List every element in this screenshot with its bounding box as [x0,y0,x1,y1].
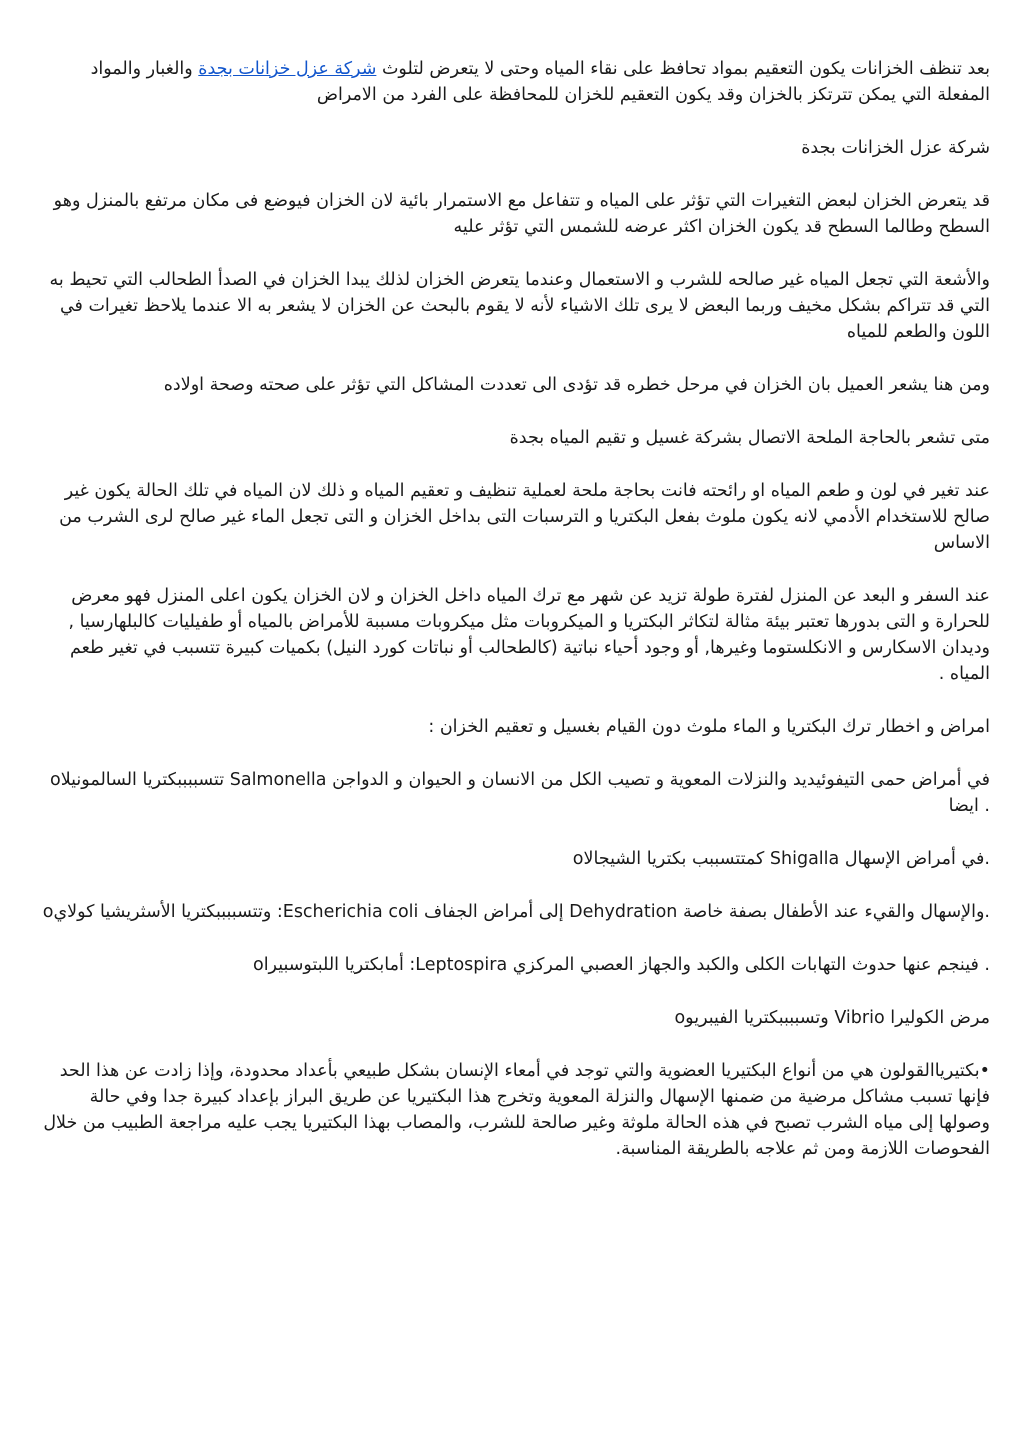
paragraph-intro [34,56,990,108]
list-item-ecoli: oوتتسببببكتريا الأسثريشيا كولاي :Escherichia coli إلى أمراض الجفاف Dehydration والإسهال والقيء عند الأطفال بصفة خاصة. [42,902,990,922]
paragraph-danger: ومن هنا يشعر العميل بان الخزان في مرحل خطره قد تؤدى الى تعددت المشاكل التي تؤثر على صحته وصحة اولاده [163,375,990,395]
paragraph-when-to-call: متى تشعر بالحاجة الملحة الاتصال بشركة غسيل و تقيم المياه بجدة [509,428,990,448]
list-item-colon-bacteria: •بكتيرياالقولون هي من أنواع البكتيريا العضوية والتي توجد في أمعاء الإنسان بشكل طبيعي بأعداد محدودة، وإذا زادت عن هذا الحد فإنها تسبب مشاكل مرضية من ضمنها الإسهال والنزلة المعوية وتخرج هذا البكتيريا عن طريق البراز بإعداد كبيرة جدا وفي حالة وصولها إلى مياه الشرب تصبح في هذه الحالة ملوثة وغير صالحة للشرب، والمصاب بهذا البكتيريا يجب عليه مراجعة الطبيب من خلال الفحوصات اللازمة ومن ثم علاجه بالطريقة المناسبة. [43,1061,990,1159]
company-link[interactable]: شركة عزل خزانات بجدة [198,59,377,79]
paragraph-travel: عند السفر و البعد عن المنزل لفترة طولة تزيد عن شهر مع ترك المياه داخل الخزان و لان الخزان يكون اعلى المنزل فهو معرض للحرارة و التى بدورها تعتبر بيئة مثالة لتكاثر البكتريا و الميكروبات مثل ميكروبات مسببة للأمراض بالمياه أو طفيليات كالبلهارسيا , وديدان الاسكارس و الانكلستوما وغيرها, أو وجود أحياء نباتية (كالطحالب أو نباتات كورد النيل) بكميات كبيرة تتسبب في تغير طعم المياه . [68,586,990,684]
section-heading: شركة عزل الخزانات بجدة [801,138,990,158]
paragraph-color-taste: عند تغير في لون و طعم المياه او رائحته فانت بحاجة ملحة لعملية تنظيف و تعقيم المياه و ذلك لان المياه في تلك الحالة يكون غير صالح للاستخدام الأدمي لانه يكون ملوث بفعل البكتريا و الترسبات التى بداخل الخزان و التى تجعل الماء غير صالح لرى الشرب من الاساس [59,481,990,553]
document-body [34,56,990,1189]
paragraph-diseases-heading: امراض و اخطار ترك البكتريا و الماء ملوث دون القيام بغسيل و تعقيم الخزان : [428,717,990,737]
list-item-shigella: oكمتتسببب بكتريا الشيجالا Shigalla في أمراض الإسهال. [572,849,990,869]
list-item-leptospira: oأمابكتريا اللبتوسبيرا :Leptospira فينجم عنها حدوث التهابات الكلى والكبد والجهاز العصبي المركزي . [252,955,990,975]
list-item-salmonella: oتتسببببكتريا السالمونيلا Salmonella في أمراض حمى التيفوئيديد والنزلات المعوية و تصيب الكل من الانسان و الحيوان و الدواجن ايضا . [49,770,990,816]
paragraph-intro-text-start: بعد تنظف الخزانات يكون التعقيم بمواد تحافظ على نقاء المياه وحتى لا يتعرض لتلوث [376,59,990,79]
paragraph-tank-changes: قد يتعرض الخزان لبعض التغيرات التي تؤثر على المياه و تتفاعل مع الاستمرار بائية لان الخزان فيوضع فى مكان مرتفع بالمنزل وهو السطح وطالما السطح قد يكون الخزان اكثر عرضه للشمس التي تؤثر عليه [53,191,990,237]
paragraph-intro-text-end: والغبار والمواد المفعلة التي يمكن تترتكز بالخزان وقد يكون التعقيم للخزان للمحافظة على الفرد من الامراض [90,59,990,105]
list-item-vibrio: oوتسببببكتريا الفيبريو Vibrio مرض الكوليرا [674,1008,990,1028]
paragraph-sun-rays: والأشعة التي تجعل المياه غير صالحه للشرب و الاستعمال وعندما يتعرض الخزان لذلك يبدا الخزان في الصدأ الطحالب التي تحيط به التي قد تتراكم بشكل مخيف وربما البعض لا يرى تلك الاشياء لأنه لا يقوم بالبحث عن الخزان لا يشعر به الا عندما يلاحظ تغيرات في اللون والطعم للمياه [49,270,990,342]
